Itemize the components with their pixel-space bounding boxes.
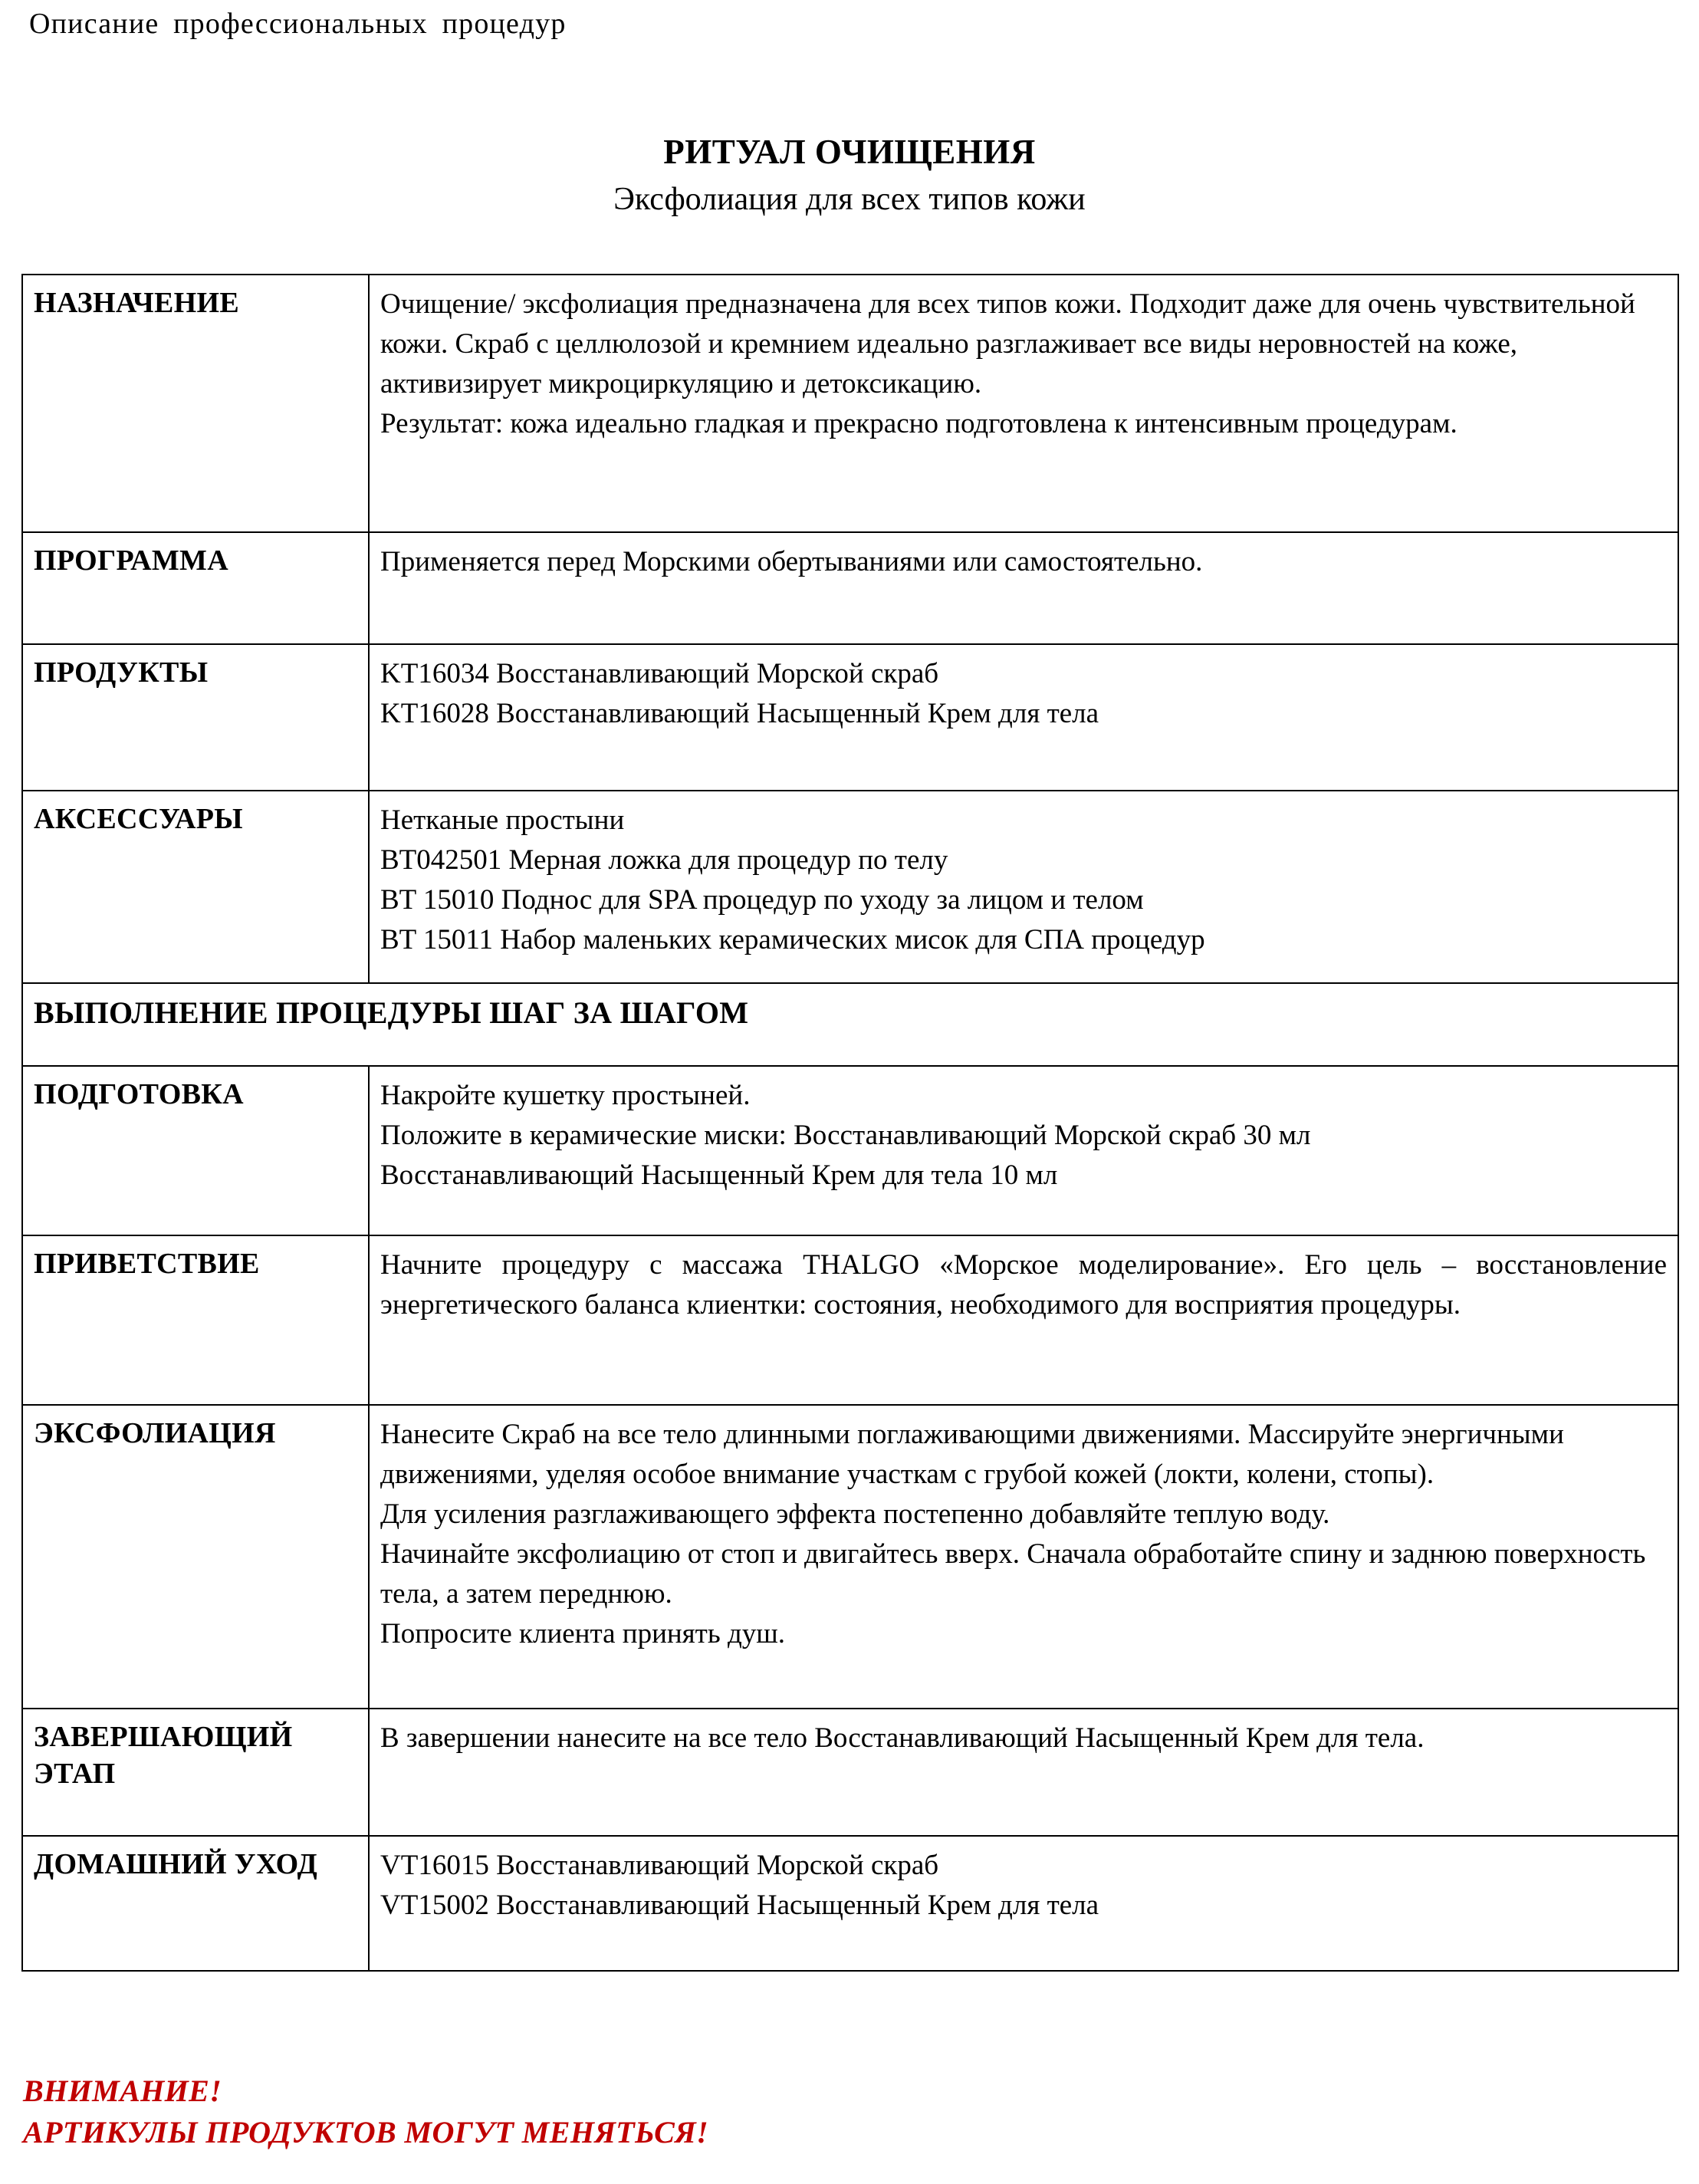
body-line: BT 15010 Поднос для SPA процедур по уходу за лицом и телом — [380, 884, 1144, 916]
body-line: KT16028 Восстанавливающий Насыщенный Крем для тела — [380, 698, 1099, 729]
row-label-cell — [22, 1836, 369, 1971]
row-body-cell — [369, 791, 1678, 983]
row-label-cell — [22, 1405, 369, 1709]
body-line: Нетканые простыни — [380, 804, 625, 836]
row-label: ПРИВЕТСТВИЕ — [34, 1248, 260, 1280]
body-line: В завершении нанесите на все тело Восстанавливающий Насыщенный Крем для тела. — [380, 1722, 1425, 1754]
row-label-cell — [22, 1066, 369, 1235]
row-body — [380, 1846, 1667, 1926]
row-label-cell — [22, 275, 369, 532]
row-label-cell — [22, 1709, 369, 1836]
body-line: VT16015 Восстанавливающий Морской скраб — [380, 1850, 939, 1881]
body-line: Начните процедуру с массажа THALGO «Морское моделирование». Его цель – восстановление энергетического баланса клиентки: состояния, необходимого для восприятия процедуры. — [380, 1249, 1667, 1321]
row-body-cell — [369, 1235, 1678, 1405]
table-row — [22, 1709, 1678, 1836]
section-header: ВЫПОЛНЕНИЕ ПРОЦЕДУРЫ ШАГ ЗА ШАГОМ — [34, 995, 749, 1030]
row-label — [34, 1846, 357, 1883]
table-row — [22, 1405, 1678, 1709]
row-body — [380, 1415, 1667, 1654]
row-label-cell — [22, 1235, 369, 1405]
body-line: Нанесите Скраб на все тело длинными поглаживающими движениями. Массируйте энергичными движениями, уделяя особое внимание участкам с грубой кожей (локти, колени, стопы). — [380, 1419, 1564, 1490]
body-line: Восстанавливающий Насыщенный Крем для тела 10 мл — [380, 1159, 1058, 1191]
row-body-cell — [369, 644, 1678, 791]
table-row — [22, 532, 1678, 644]
row-body-cell — [369, 1066, 1678, 1235]
body-line: Накройте кушетку простыней. — [380, 1080, 751, 1111]
warning-line-1: ВНИМАНИЕ! — [23, 2074, 222, 2108]
body-line: Очищение/ эксфолиация предназначена для всех типов кожи. Подходит даже для очень чувствительной кожи. Скраб с целлюлозой и кремнием идеально разглаживает все виды неровностей на коже, активизирует микроциркуляцию и детоксикацию. — [380, 288, 1635, 400]
body-line: Применяется перед Морскими обертываниями или самостоятельно. — [380, 546, 1203, 577]
row-label: ПРОГРАММА — [34, 544, 228, 577]
page-title: РИТУАЛ ОЧИЩЕНИЯ — [663, 133, 1036, 171]
row-label-line: ДОМАШНИЙ — [34, 1848, 227, 1880]
row-body — [380, 285, 1667, 444]
body-line: KT16034 Восстанавливающий Морской скраб — [380, 658, 939, 689]
row-body — [380, 1719, 1667, 1758]
row-body — [380, 542, 1667, 582]
row-body-cell — [369, 1405, 1678, 1709]
row-body — [380, 1245, 1667, 1325]
warning-notice — [23, 2071, 708, 2153]
table-row — [22, 1066, 1678, 1235]
body-line: Начинайте эксфолиацию от стоп и двигайтесь вверх. Сначала обработайте спину и заднюю поверхность тела, а затем переднюю. — [380, 1538, 1646, 1610]
row-label-line: ЭТАП — [34, 1758, 116, 1790]
table-row — [22, 275, 1678, 532]
body-line: BT042501 Мерная ложка для процедур по телу — [380, 844, 948, 876]
warning-line-2: АРТИКУЛЫ ПРОДУКТОВ МОГУТ МЕНЯТЬСЯ! — [23, 2115, 709, 2149]
row-label: ЭКСФОЛИАЦИЯ — [34, 1417, 276, 1449]
body-line: BT 15011 Набор маленьких керамических мисок для СПА процедур — [380, 924, 1205, 956]
body-line: Для усиления разглаживающего эффекта постепенно добавляйте теплую воду. — [380, 1498, 1330, 1530]
row-body — [380, 1076, 1667, 1196]
row-label — [34, 1719, 357, 1792]
row-body — [380, 654, 1667, 734]
row-body-cell — [369, 275, 1678, 532]
row-label-cell — [22, 791, 369, 983]
title-block — [0, 130, 1699, 219]
procedure-table — [21, 274, 1679, 1972]
table-row — [22, 1836, 1678, 1971]
table-row — [22, 644, 1678, 791]
row-label: ПРОДУКТЫ — [34, 656, 209, 689]
row-body-cell — [369, 1836, 1678, 1971]
table-row — [22, 791, 1678, 983]
section-header-cell — [22, 983, 1678, 1066]
row-label-cell — [22, 532, 369, 644]
body-line: VT15002 Восстанавливающий Насыщенный Крем для тела — [380, 1890, 1099, 1921]
row-label: АКСЕССУАРЫ — [34, 803, 243, 835]
row-label: НАЗНАЧЕНИЕ — [34, 287, 240, 319]
row-body — [380, 801, 1667, 960]
row-label: ПОДГОТОВКА — [34, 1078, 244, 1110]
body-line: Результат: кожа идеально гладкая и прекрасно подготовлена к интенсивным процедурам. — [380, 408, 1457, 439]
row-label-cell — [22, 644, 369, 791]
row-label-line: УХОД — [234, 1848, 318, 1880]
document-header: Описание профессиональных процедур — [29, 8, 567, 40]
body-line: Положите в керамические миски: Восстанавливающий Морской скраб 30 мл — [380, 1120, 1311, 1151]
page-subtitle: Эксфолиация для всех типов кожи — [613, 182, 1086, 217]
section-header-row — [22, 983, 1678, 1066]
body-line: Попросите клиента принять душ. — [380, 1618, 786, 1650]
row-label-line: ЗАВЕРШАЮЩИЙ — [34, 1721, 293, 1753]
table-row — [22, 1235, 1678, 1405]
row-body-cell — [369, 532, 1678, 644]
row-body-cell — [369, 1709, 1678, 1836]
